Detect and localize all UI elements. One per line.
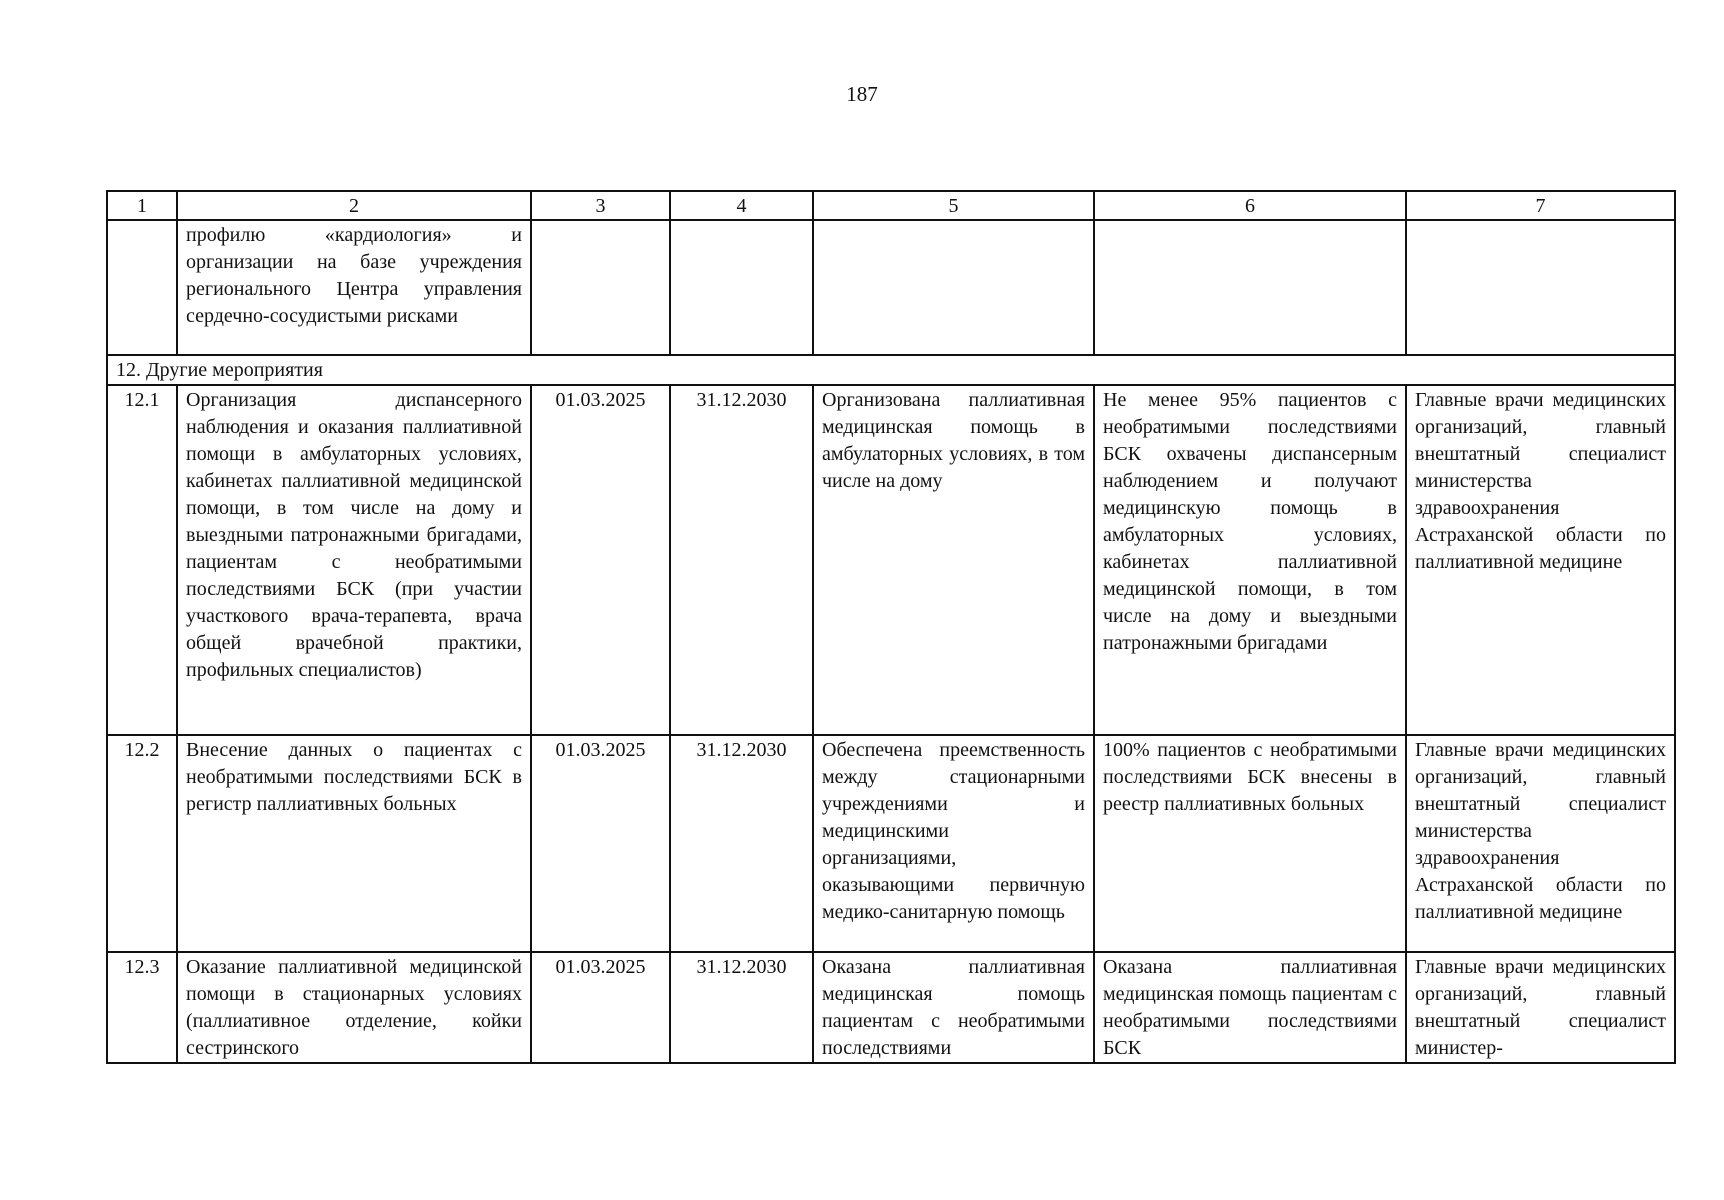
empty-cell (531, 220, 670, 355)
responsible-cell: Главные врачи медицинских организаций, главный внештатный специалист министер- (1406, 952, 1675, 1063)
end-date-cell: 31.12.2030 (670, 952, 813, 1063)
continuation-row (107, 220, 1675, 355)
end-date-cell: 31.12.2030 (670, 385, 813, 735)
empty-cell (1094, 220, 1406, 355)
action-cell: Организация диспансерного наблюдения и оказания паллиативной помощи в амбулаторных условиях, кабинетах паллиативной медицинской помощи, в том числе на дому и выездными патронажными бригадами, пациентам с необратимыми последствиями БСК (при участии участкового врача-терапевта, врача общей врачебной практики, профильных специалистов) (177, 385, 531, 735)
result-cell: Организована паллиативная медицинская помощь в амбулаторных условиях, в том числе на дому (813, 385, 1094, 735)
table-row (107, 735, 1675, 952)
start-date-cell: 01.03.2025 (531, 385, 670, 735)
empty-cell (670, 220, 813, 355)
measures-table (106, 190, 1676, 1064)
column-header: 4 (670, 191, 813, 220)
indicator-cell: 100% пациентов с необратимыми последствиями БСК внесены в реестр паллиативных больных (1094, 735, 1406, 952)
indicator-cell: Оказана паллиативная медицинская помощь пациентам с необратимыми последствиями БСК (1094, 952, 1406, 1063)
column-header: 5 (813, 191, 1094, 220)
empty-cell (107, 220, 177, 355)
table-row (107, 385, 1675, 735)
column-header: 3 (531, 191, 670, 220)
column-header: 2 (177, 191, 531, 220)
column-header-row (107, 191, 1675, 220)
start-date-cell: 01.03.2025 (531, 735, 670, 952)
start-date-cell: 01.03.2025 (531, 952, 670, 1063)
action-cell: Оказание паллиативной медицинской помощи в стационарных условиях (паллиативное отделение, койки сестринского (177, 952, 531, 1063)
responsible-cell: Главные врачи медицинских организаций, главный внештатный специалист министерства здравоохранения Астраханской области по паллиативной медицине (1406, 735, 1675, 952)
responsible-cell: Главные врачи медицинских организаций, главный внештатный специалист министерства здравоохранения Астраханской области по паллиативной медицине (1406, 385, 1675, 735)
result-cell: Оказана паллиативная медицинская помощь пациентам с необратимыми последствиями (813, 952, 1094, 1063)
end-date-cell: 31.12.2030 (670, 735, 813, 952)
row-number: 12.2 (107, 735, 177, 952)
indicator-cell: Не менее 95% пациентов с необратимыми последствиями БСК охвачены диспансерным наблюдением и получают медицинскую помощь в амбулаторных условиях, кабинетах паллиативной медицинской помощи, в том числе на дому и выездными патронажными бригадами (1094, 385, 1406, 735)
table-row (107, 952, 1675, 1063)
page-number: 187 (846, 82, 878, 106)
row-number: 12.3 (107, 952, 177, 1063)
column-header: 7 (1406, 191, 1675, 220)
column-header: 6 (1094, 191, 1406, 220)
action-cell: Внесение данных о пациентах с необратимыми последствиями БСК в регистр паллиативных больных (177, 735, 531, 952)
section-title: 12. Другие мероприятия (107, 355, 1675, 385)
continuation-text: профилю «кардиология» и организации на базе учреждения регионального Центра управления сердечно-сосудистыми рисками (177, 220, 531, 355)
empty-cell (813, 220, 1094, 355)
result-cell: Обеспечена преемственность между стационарными учреждениями и медицинскими организациями, оказывающими первичную медико-санитарную помощь (813, 735, 1094, 952)
empty-cell (1406, 220, 1675, 355)
section-row (107, 355, 1675, 385)
column-header: 1 (107, 191, 177, 220)
row-number: 12.1 (107, 385, 177, 735)
